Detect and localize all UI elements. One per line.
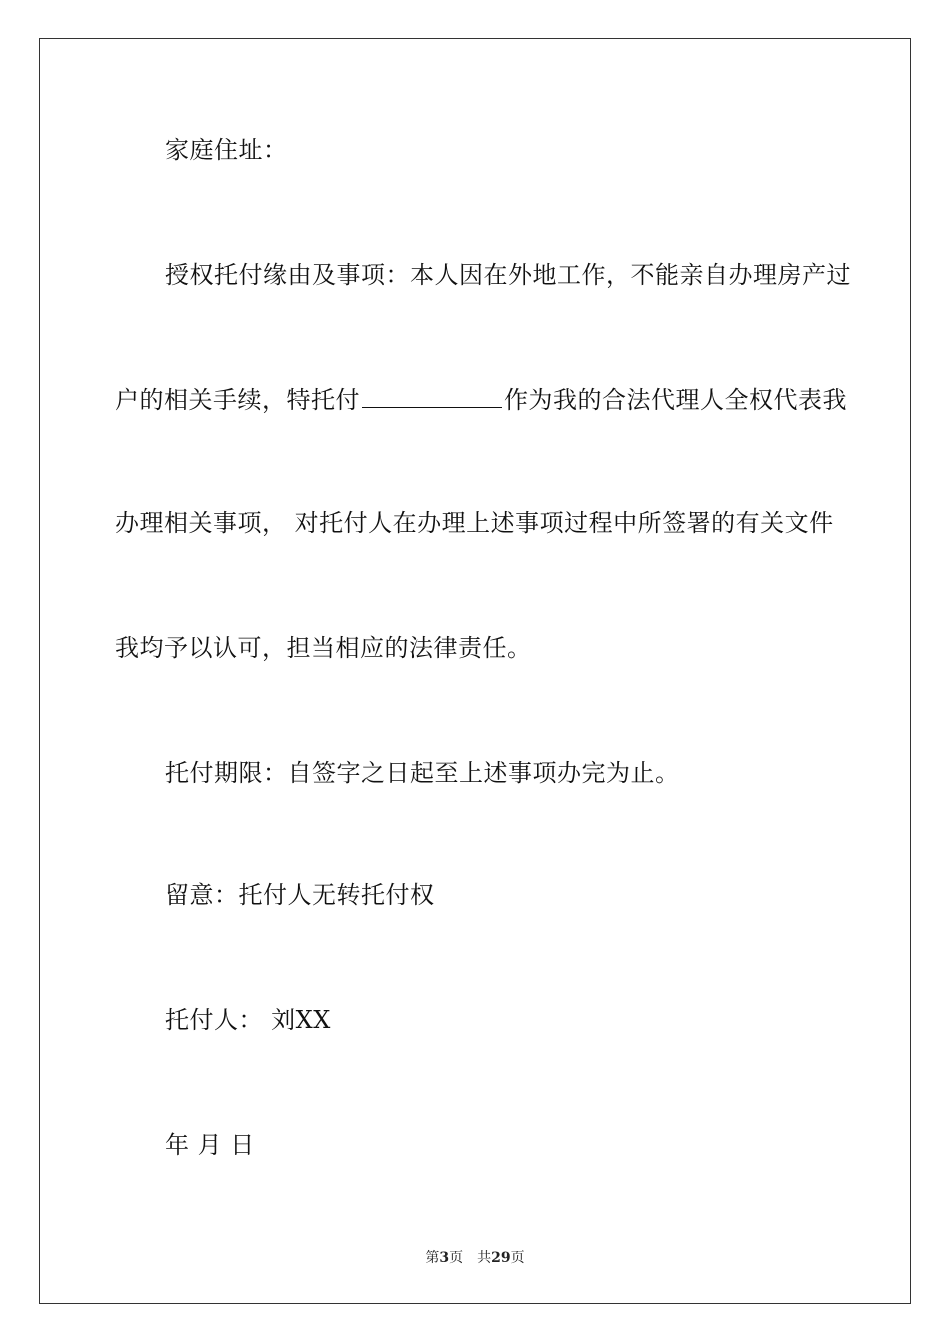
principal-line: 托付人： 刘XX	[165, 1006, 331, 1034]
note-line: 留意：托付人无转托付权	[165, 881, 435, 909]
agent-name-blank	[362, 387, 502, 408]
authorization-reason-line-4: 我均予以认可，担当相应的法律责任。	[115, 634, 532, 662]
authorization-reason-line-1: 授权托付缘由及事项：本人因在外地工作，不能亲自办理房产过	[165, 261, 851, 289]
reason-line-2-start: 户的相关手续，特托付	[115, 386, 360, 414]
authorization-period-line: 托付期限：自签字之日起至上述事项办完为止。	[165, 759, 680, 787]
reason-line-2-end: 作为我的合法代理人全权代表我	[504, 386, 847, 414]
total-page-number: 29	[491, 1250, 511, 1266]
page-frame	[39, 38, 911, 1304]
total-prefix: 共	[477, 1250, 492, 1266]
date-line: 年 月 日	[165, 1131, 255, 1159]
page-prefix: 第	[425, 1250, 440, 1266]
page-footer	[0, 1248, 950, 1268]
authorization-reason-line-3: 办理相关事项， 对托付人在办理上述事项过程中所签署的有关文件	[115, 509, 834, 537]
authorization-reason-line-2	[115, 385, 847, 415]
total-unit: 页	[510, 1250, 525, 1266]
current-page-number: 3	[439, 1250, 450, 1266]
page-unit: 页	[449, 1250, 464, 1266]
address-line: 家庭住址：	[165, 136, 288, 164]
